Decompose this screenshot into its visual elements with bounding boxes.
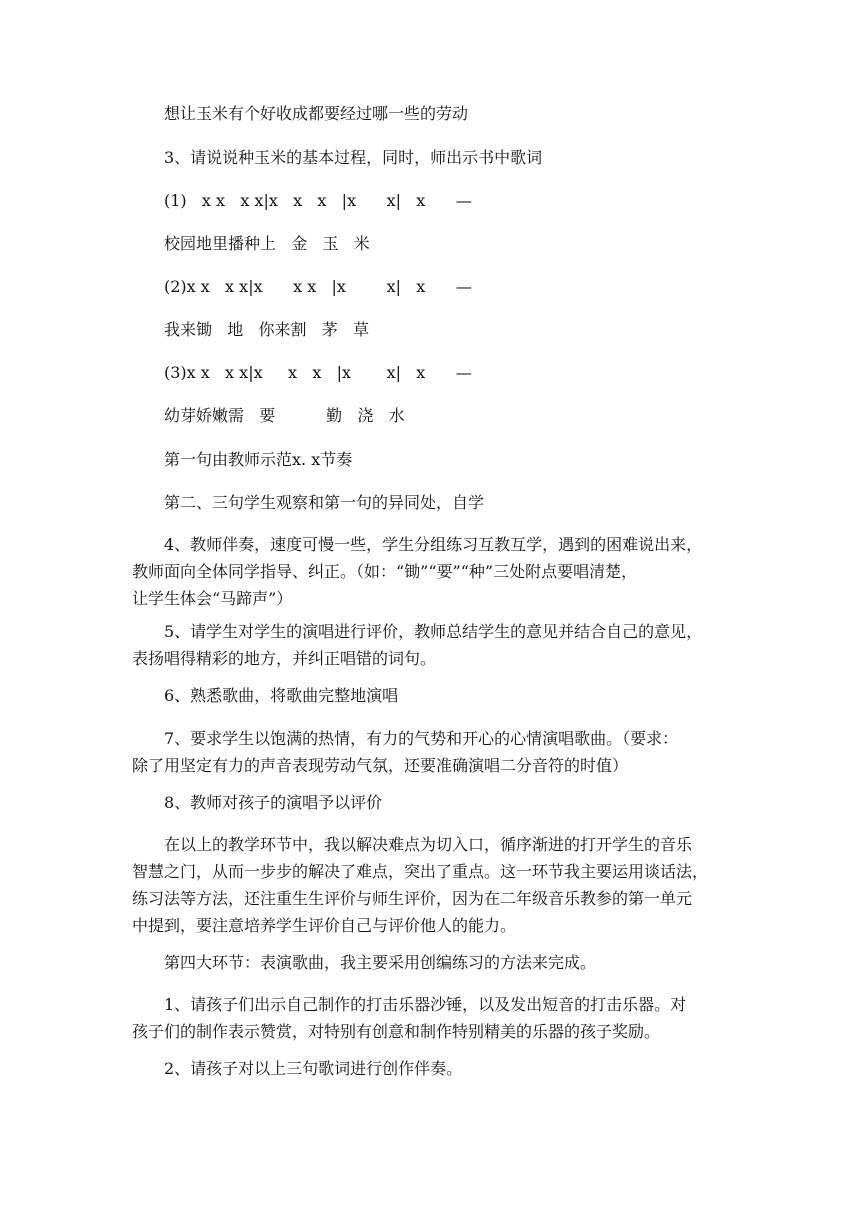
text-line: 3、请说说种玉米的基本过程，同时，师出示书中歌词 xyxy=(164,148,543,167)
paragraph-line: 5、请学生对学生的演唱进行评价，教师总结学生的意见并结合自己的意见， xyxy=(164,622,703,641)
paragraph-10: 第四大环节：表演歌曲，我主要采用创编练习的方法来完成。 xyxy=(164,953,597,972)
paragraph-line: 1、请孩子们出示自己制作的打击乐器沙锤，以及发出短音的打击乐器。对 xyxy=(164,995,687,1014)
paragraph-line: 练习法等方法，还注重生生评价与师生评价，因为在二年级音乐教参的第一单元 xyxy=(132,889,693,908)
paragraph-line: 表扬唱得精彩的地方，并纠正唱错的词句。 xyxy=(132,649,437,668)
paragraph-line: 让学生体会“马蹄声”） xyxy=(132,589,293,608)
paragraph-line: 孩子们的制作表示赞赏，对特别有创意和制作特别精美的乐器的孩子奖励。 xyxy=(132,1022,661,1041)
lyric-line-1: 校园地里播种上 金 玉 米 xyxy=(164,234,370,253)
rhythm-line-1: (1) x x x x|x x x |x x| x — xyxy=(164,191,472,210)
paragraph-line: 4、教师伴奏，速度可慢一些，学生分组练习互教互学，遇到的困难说出来， xyxy=(164,535,703,554)
paragraph-line: 中提到，要注意培养学生评价自己与评价他人的能力。 xyxy=(132,916,517,935)
paragraph-8: 8、教师对孩子的演唱予以评价 xyxy=(164,793,383,812)
paragraph-line: 智慧之门，从而一步步的解决了难点，突出了重点。这一环节我主要运用谈话法， xyxy=(132,862,709,881)
paragraph-4 xyxy=(132,531,732,612)
text-line: 第一句由教师示范x. x节奏 xyxy=(164,450,353,469)
paragraph-12: 2、请孩子对以上三句歌词进行创作伴奏。 xyxy=(164,1059,463,1078)
lyric-line-3: 幼芽娇嫩需 要 勤 浇 水 xyxy=(164,406,405,425)
paragraph-line: 在以上的教学环节中，我以解决难点为切入口，循序渐进的打开学生的音乐 xyxy=(164,835,693,854)
rhythm-line-2: (2)x x x x|x x x |x x| x — xyxy=(164,277,472,296)
paragraph-line: 7、要求学生以饱满的热情，有力的气势和开心的心情演唱歌曲。（要求： xyxy=(164,729,679,748)
paragraph-5 xyxy=(132,618,732,672)
paragraph-6: 6、熟悉歌曲，将歌曲完整地演唱 xyxy=(164,686,399,705)
paragraph-line: 教师面向全体同学指导、纠正。（如：“锄”“要”“种”三处附点要唱清楚， xyxy=(132,562,638,581)
text-line: 第二、三句学生观察和第一句的异同处，自学 xyxy=(164,493,485,512)
rhythm-line-3: (3)x x x x|x x x |x x| x — xyxy=(164,363,472,382)
paragraph-line: 除了用坚定有力的声音表现劳动气氛，还要准确演唱二分音符的时值） xyxy=(132,756,629,775)
paragraph-7 xyxy=(132,725,732,779)
lyric-line-2: 我来锄 地 你来割 茅 草 xyxy=(164,320,370,339)
text-line: 想让玉米有个好收成都要经过哪一些的劳动 xyxy=(164,104,469,123)
paragraph-9 xyxy=(132,831,732,939)
paragraph-11 xyxy=(132,991,732,1045)
